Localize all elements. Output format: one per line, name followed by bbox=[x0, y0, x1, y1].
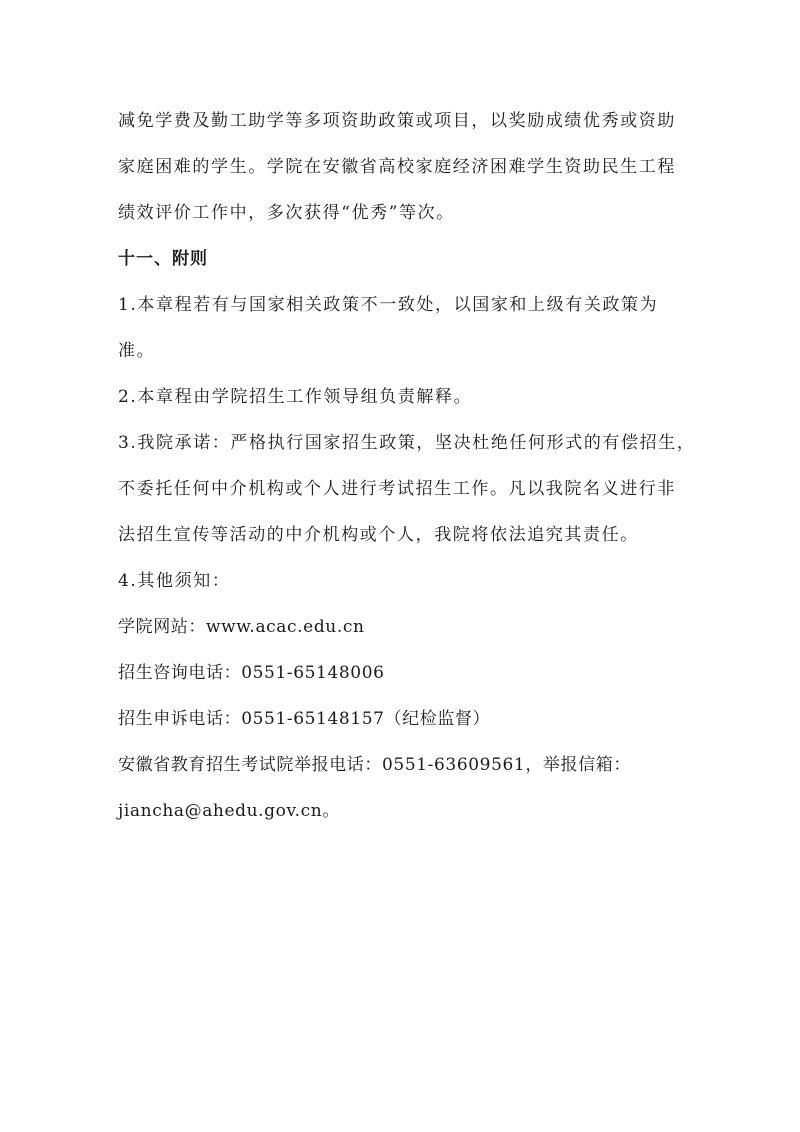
paragraph-line: 减免学费及勤工助学等多项资助政策或项目，以奖励成绩优秀或资助 bbox=[118, 111, 676, 131]
clause-3-line: 法招生宣传等活动的中介机构或个人，我院将依法追究其责任。 bbox=[118, 525, 639, 545]
website-line: 学院网站：www.acac.edu.cn bbox=[118, 617, 365, 637]
consult-phone-line: 招生咨询电话：0551-65148006 bbox=[118, 663, 385, 683]
report-phone-line: 安徽省教育招生考试院举报电话：0551-63609561，举报信箱： bbox=[118, 755, 631, 775]
clause-3-line: 不委托任何中介机构或个人进行考试招生工作。凡以我院名义进行非 bbox=[118, 479, 676, 499]
complaint-phone-line: 招生申诉电话：0551-65148157（纪检监督） bbox=[118, 709, 491, 729]
document-body bbox=[118, 98, 698, 834]
clause-1-line: 1.本章程若有与国家相关政策不一致处，以国家和上级有关政策为 bbox=[118, 295, 659, 315]
clause-2-line: 2.本章程由学院招生工作领导组负责解释。 bbox=[118, 387, 473, 407]
clause-3-line: 3.我院承诺：严格执行国家招生政策，坚决杜绝任何形式的有偿招生， bbox=[118, 433, 696, 453]
section-heading: 十一、附则 bbox=[118, 249, 208, 269]
clause-1-line: 准。 bbox=[118, 341, 156, 361]
clause-4-heading: 4.其他须知： bbox=[118, 571, 231, 591]
paragraph-line: 家庭困难的学生。学院在安徽省高校家庭经济困难学生资助民生工程 bbox=[118, 157, 676, 177]
paragraph-line: 绩效评价工作中，多次获得“优秀”等次。 bbox=[118, 203, 455, 223]
report-email-line: jiancha@ahedu.gov.cn。 bbox=[118, 801, 340, 821]
